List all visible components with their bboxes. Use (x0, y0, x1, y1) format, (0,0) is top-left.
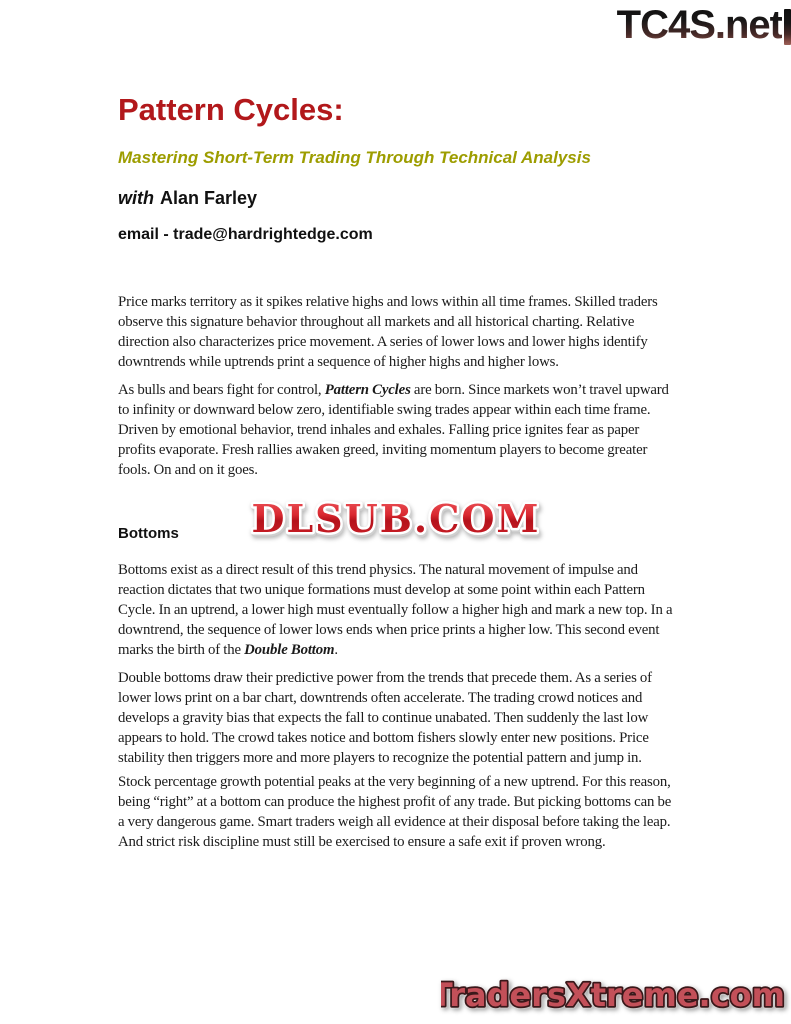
dlsub-watermark (241, 490, 551, 546)
section-paragraphs (118, 560, 680, 852)
paragraph (118, 772, 680, 852)
article (118, 0, 680, 852)
byline-prefix: with (118, 188, 154, 208)
logo-edge-fragment (784, 9, 791, 45)
body-text: . (334, 642, 338, 658)
body-text: Double bottoms draw their predictive power from the trends that precede them. As a series of lower lows print on a bar chart, downtrends often accelerate. The trading crowd notices and develops a gravity bias that expects the fall to continue unabated. Then suddenly the last low appears to hold. The crowd takes notice and bottom fishers slowly enter new positions. Price stability then triggers more and more players to recognize the potential pattern and jump in. (118, 670, 652, 766)
paragraph (118, 292, 680, 372)
emphasized-term: Double Bottom (244, 642, 335, 658)
body-text: As bulls and bears fight for control, (118, 382, 325, 398)
byline-author: Alan Farley (160, 188, 258, 208)
section-heading: Bottoms (118, 525, 179, 542)
paragraph (118, 668, 680, 768)
body-text: Bottoms exist as a direct result of this trend physics. The natural movement of impulse and reaction dictates that two unique formations must develop at some point within each Pattern Cycle. In an uptrend, a lower high must eventually follow a higher high and mark a new top. In a downtrend, the sequence of lower lows ends when price prints a higher low. This second event marks the birth of the (118, 562, 673, 658)
tradersxtreme-logo-graphic (441, 973, 789, 1019)
body-text: Price marks territory as it spikes relative highs and lows within all time frames. Skilled traders observe this signature behavior throughout all markets and all historical charting. Relative direction also characterizes price movement. A series of lower lows and lower highs identify downtrends while uptrends print a sequence of higher highs and higher lows. (118, 294, 658, 370)
dlsub-logo-text: DLSUB.COM (250, 496, 541, 541)
email-line: email - trade@hardrightedge.com (118, 226, 373, 243)
body-text: are born. Since markets won’t travel upward to infinity or downward below zero, identifiable swing trades appear within each time frame. Driven by emotional behavior, trend inhales and exhales. Falling price ignites fear as paper profits evaporate. Fresh rallies awaken greed, inviting momentum players to become greater fools. On and on it goes. (118, 382, 669, 478)
tradersxtreme-logo-text: TradersXtreme.com (441, 976, 785, 1014)
dlsub-logo-graphic (241, 490, 551, 546)
byline (118, 188, 680, 208)
paragraph (118, 560, 680, 660)
paragraph (118, 380, 680, 480)
page-subtitle: Mastering Short-Term Trading Through Technical Analysis (118, 148, 591, 167)
tradersxtreme-watermark (441, 973, 789, 1019)
tc4s-logo: TC4S.net (616, 3, 782, 47)
emphasized-term: Pattern Cycles (324, 382, 411, 398)
page-title: Pattern Cycles: (118, 92, 344, 127)
body-text: Stock percentage growth potential peaks at the very beginning of a new uptrend. For this reason, being “right” at a bottom can produce the highest profit of any trade. But picking bottoms can be a very dangerous game. Smart traders weigh all evidence at their disposal before taking the leap. And strict risk discipline must still be exercised to ensure a safe exit if proven wrong. (118, 774, 672, 850)
intro-paragraphs (118, 292, 680, 480)
